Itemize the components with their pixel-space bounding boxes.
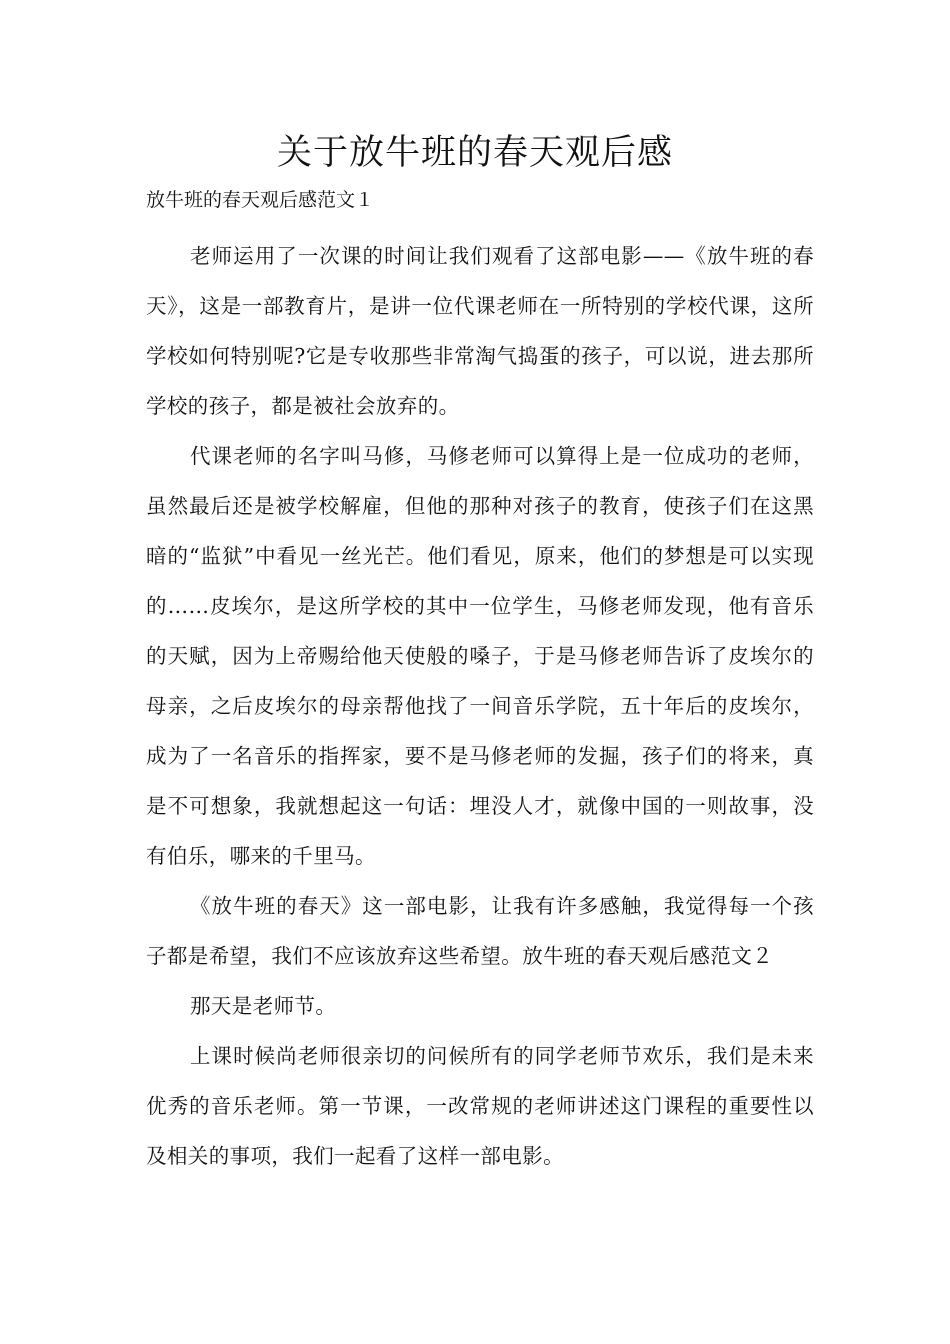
document-body <box>146 231 814 1181</box>
section-heading: 放牛班的春天观后感范文１ <box>146 189 375 211</box>
paragraph-1: 老师运用了一次课的时间让我们观看了这部电影——《放牛班的春天》，这是一部教育片，是讲一位代课老师在一所特别的学校代课，这所学校如何特别呢?它是专收那些非常淘气捣蛋的孩子，可以说，进去那所学校的孩子，都是被社会放弃的。 <box>146 244 814 418</box>
paragraph-3: 《放牛班的春天》这一部电影，让我有许多感触，我觉得每一个孩子都是希望，我们不应该放弃这些希望。放牛班的春天观后感范文２ <box>146 894 814 968</box>
paragraph-5: 上课时候尚老师很亲切的问候所有的同学老师节欢乐，我们是未来优秀的音乐老师。第一节课，一改常规的老师讲述这门课程的重要性以及相关的事项，我们一起看了这样一部电影。 <box>146 1044 814 1168</box>
paragraph-2: 代课老师的名字叫马修，马修老师可以算得上是一位成功的老师，虽然最后还是被学校解雇，但他的那种对孩子的教育，使孩子们在这黑暗的“监狱”中看见一丝光芒。他们看见，原来，他们的梦想是可以实现的……皮埃尔，是这所学校的其中一位学生，马修老师发现，他有音乐的天赋，因为上帝赐给他天使般的嗓子，于是马修老师告诉了皮埃尔的母亲，之后皮埃尔的母亲帮他找了一间音乐学院，五十年后的皮埃尔，成为了一名音乐的指挥家，要不是马修老师的发掘，孩子们的将来，真是不可想象，我就想起这一句话：埋没人才，就像中国的一则故事，没有伯乐，哪来的千里马。 <box>146 444 814 868</box>
paragraph-4: 那天是老师节。 <box>190 994 337 1018</box>
document-title: 关于放牛班的春天观后感 <box>276 133 673 173</box>
